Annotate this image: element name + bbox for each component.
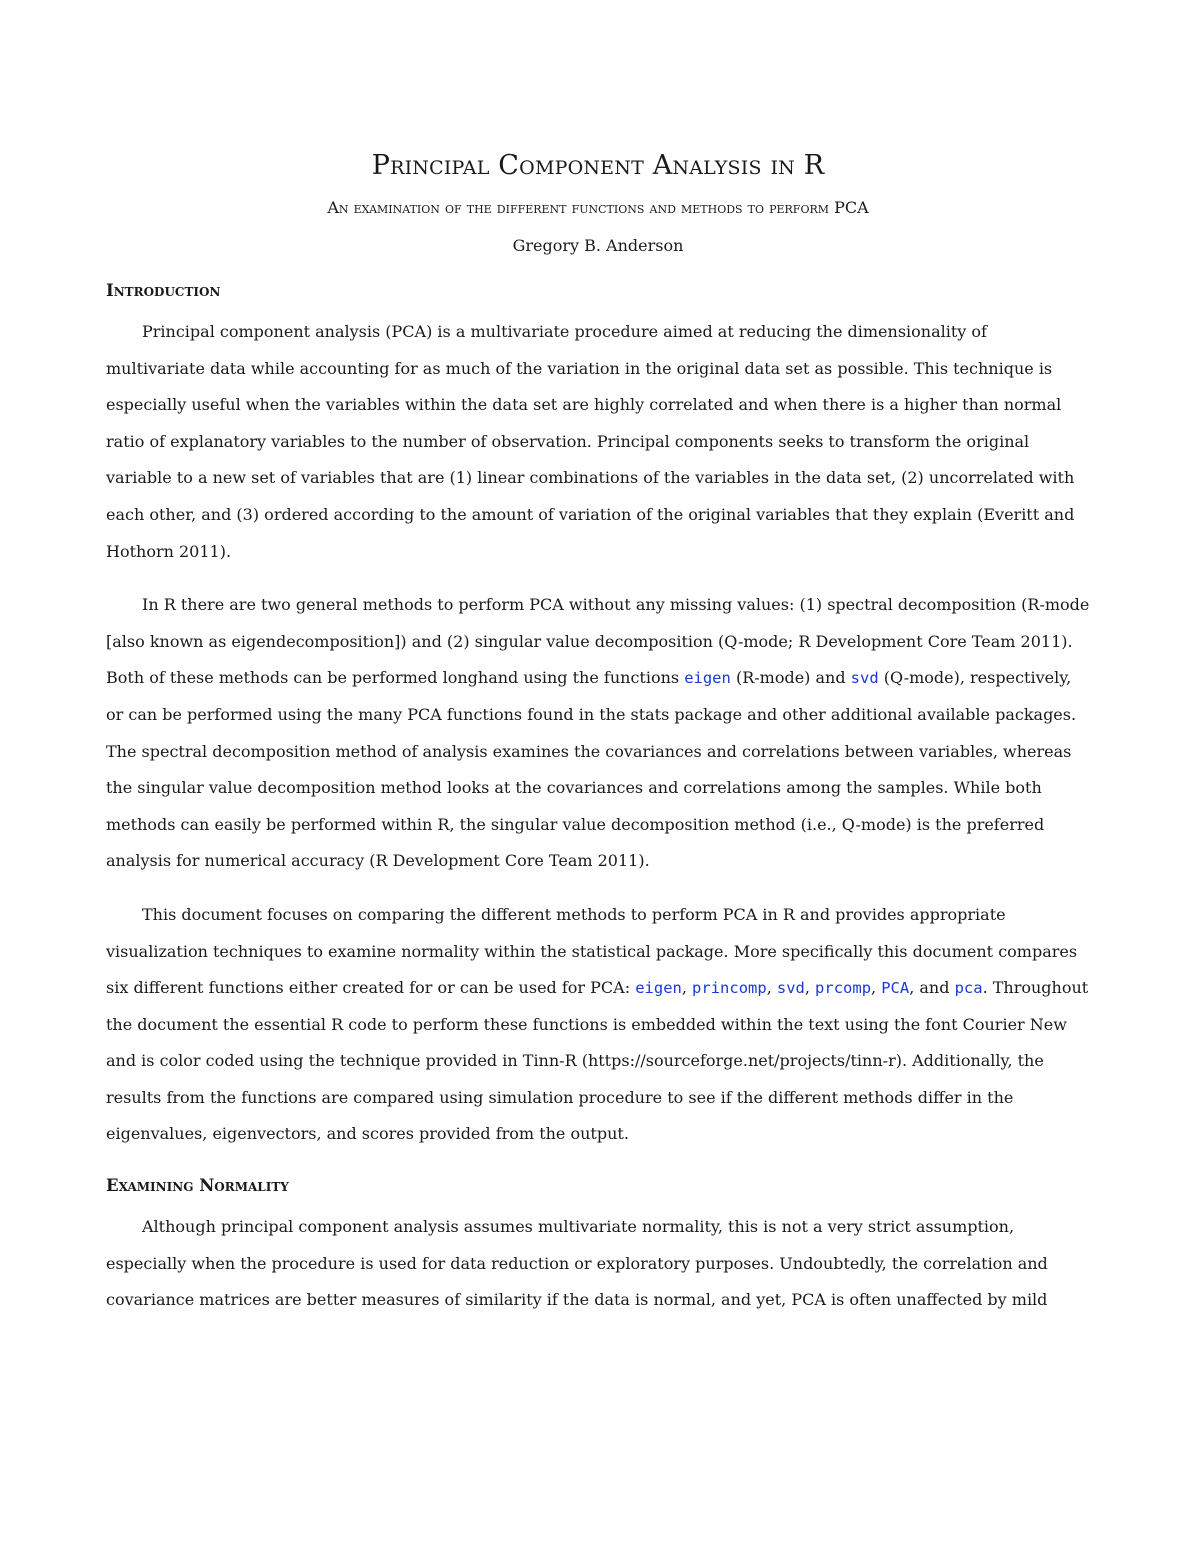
code-svd: svd	[850, 669, 879, 688]
code-princomp: princomp	[692, 979, 767, 998]
paragraph-text: ,	[804, 978, 816, 998]
paragraph	[106, 587, 1090, 880]
paragraph-text: ,	[871, 978, 882, 998]
document-title: Principal Component Analysis in R	[371, 150, 825, 181]
code-eigen: eigen	[684, 669, 731, 688]
code-PCA: PCA	[881, 979, 910, 998]
paragraph	[106, 314, 1090, 570]
paragraph-text: , and	[909, 978, 955, 998]
paragraph-text: ,	[681, 978, 693, 998]
paragraph-text: (R-mode) and	[730, 668, 851, 688]
paragraph-text: Although principal component analysis assumes multivariate normality, this is not a very strict assumption, especially when the procedure is used for data reduction or exploratory purposes. Undoubtedly, the correlation and covariance matrices are better measures of similarity if the data is normal, and yet, PCA is often unaffected by mild	[106, 1217, 1048, 1310]
paragraph-text: In R there are two general methods to perform PCA without any missing values: (1) spectral decomposition (R-mode [also known as eigendecomposition]) and (2) singular value decomposition (Q-mode; R Development Core Team 2011). Both of these methods can be performed longhand using the functions	[106, 595, 1090, 688]
code-eigen: eigen	[635, 979, 682, 998]
code-prcomp: prcomp	[815, 979, 872, 998]
code-pca: pca	[954, 979, 983, 998]
paragraph	[106, 897, 1090, 1153]
paragraph-text: . Throughout the document the essential R code to perform these functions is embedded within the text using the font Courier New and is color coded using the technique provided in Tinn-R (https://sourceforge.net/projects/tinn-r). Additionally, the results from the functions are compared using simulation procedure to see if the different methods differ in the eigenvalues, eigenvectors, and scores provided from the output.	[106, 978, 1089, 1144]
paragraph-text: This document focuses on comparing the different methods to perform PCA in R and provides appropriate visualization techniques to examine normality within the statistical package. More specifically this document compares six different functions either created for or can be used for PCA:	[106, 904, 1078, 998]
author-name: Gregory B. Anderson	[512, 236, 684, 255]
section-heading-introduction: Introduction	[106, 281, 221, 300]
document-page	[106, 140, 1090, 1319]
paragraph-text: ,	[766, 978, 777, 998]
section-heading-examining-normality: Examining Normality	[106, 1176, 289, 1196]
code-svd: svd	[776, 979, 805, 998]
paragraph	[106, 1209, 1090, 1319]
paragraph-text: (Q-mode), respectively, or can be performed using the many PCA functions found in the stats package and other additional available packages. The spectral decomposition method of analysis examines the covariances and correlations between variables, whereas the singular value decomposition method looks at the covariances and correlations among the samples. While both methods can easily be performed within R, the singular value decomposition method (i.e., Q-mode) is the preferred analysis for numerical accuracy (R Development Core Team 2011).	[106, 668, 1077, 871]
document-subtitle: An examination of the different functions and methods to perform PCA	[327, 198, 869, 217]
paragraph-text: Principal component analysis (PCA) is a multivariate procedure aimed at reducing the dimensionality of multivariate data while accounting for as much of the variation in the original data set as possible. This technique is especially useful when the variables within the data set are highly correlated and when there is a higher than normal ratio of explanatory variables to the number of observation. Principal components seeks to transform the original variable to a new set of variables that are (1) linear combinations of the variables in the data set, (2) uncorrelated with each other, and (3) ordered according to the amount of variation of the original variables that they explain (Everitt and Hothorn 2011).	[106, 322, 1075, 561]
